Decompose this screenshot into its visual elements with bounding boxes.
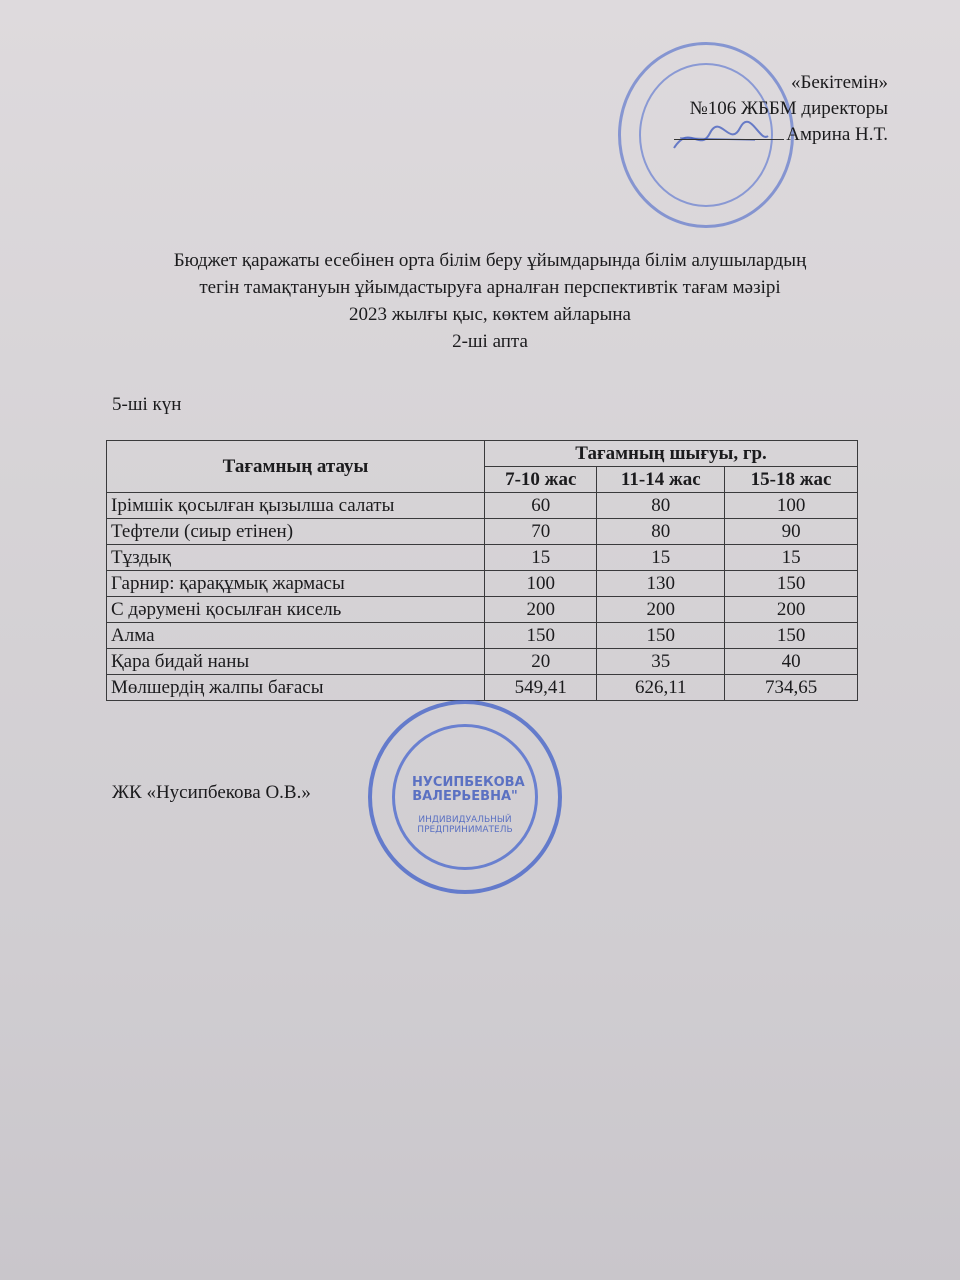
- dish-yield: 150: [597, 623, 725, 649]
- header-age-group: 11-14 жас: [597, 467, 725, 493]
- signature-line: [674, 123, 784, 140]
- stamp-name: [412, 775, 525, 805]
- stamp-name-line-2: ВАЛЕРЬЕВНА": [412, 789, 518, 805]
- title-line-1: Бюджет қаражаты есебінен орта білім беру ұйымдарында білім алушылардың: [173, 250, 807, 271]
- supplier-name: ЖК «Нусипбекова О.В.»: [112, 782, 311, 803]
- title-line-3: 2023 жылғы қыс, көктем айларына: [349, 304, 631, 325]
- total-cost-label: Мөлшердің жалпы бағасы: [107, 675, 485, 701]
- table-total-row: [107, 675, 858, 701]
- dish-yield: 100: [485, 571, 597, 597]
- approval-signatory: [588, 122, 888, 148]
- dish-yield: 35: [597, 649, 725, 675]
- dish-yield: 150: [725, 623, 858, 649]
- dish-yield: 150: [485, 623, 597, 649]
- document-title: [60, 247, 920, 355]
- title-line-2: тегін тамақтануын ұйымдастыруға арналған перспективтік тағам мәзірі: [199, 277, 781, 298]
- dish-name: Тұздық: [107, 545, 485, 571]
- dish-yield: 80: [597, 519, 725, 545]
- header-yield: Тағамның шығуы, гр.: [485, 441, 858, 467]
- dish-yield: 150: [725, 571, 858, 597]
- total-cost-value: 549,41: [485, 675, 597, 701]
- table-row: [107, 597, 858, 623]
- supplier-stamp: [368, 700, 562, 894]
- dish-name: Тефтели (сиыр етінен): [107, 519, 485, 545]
- table-row: [107, 571, 858, 597]
- menu-table: [106, 440, 858, 701]
- dish-yield: 100: [725, 493, 858, 519]
- dish-yield: 15: [725, 545, 858, 571]
- dish-yield: 200: [597, 597, 725, 623]
- dish-yield: 60: [485, 493, 597, 519]
- dish-name: Гарнир: қарақұмық жармасы: [107, 571, 485, 597]
- table-row: [107, 623, 858, 649]
- table-row: [107, 493, 858, 519]
- header-age-group: 7-10 жас: [485, 467, 597, 493]
- dish-yield: 70: [485, 519, 597, 545]
- dish-yield: 15: [485, 545, 597, 571]
- table-header-row: [107, 441, 858, 467]
- dish-yield: 90: [725, 519, 858, 545]
- dish-yield: 130: [597, 571, 725, 597]
- dish-yield: 200: [485, 597, 597, 623]
- total-cost-value: 734,65: [725, 675, 858, 701]
- table-row: [107, 649, 858, 675]
- approval-block: [588, 70, 888, 148]
- table-row: [107, 519, 858, 545]
- stamp-type-line-1: ИНДИВИДУАЛЬНЫЙ: [418, 815, 512, 825]
- dish-yield: 80: [597, 493, 725, 519]
- dish-name: С дәрумені қосылған кисель: [107, 597, 485, 623]
- stamp-type-line-2: ПРЕДПРИНИМАТЕЛЬ: [417, 824, 513, 835]
- stamp-type: [412, 816, 518, 836]
- dish-yield: 40: [725, 649, 858, 675]
- title-line-4: 2-ші апта: [452, 331, 528, 352]
- dish-name: Ірімшік қосылған қызылша салаты: [107, 493, 485, 519]
- day-label: 5-ші күн: [112, 394, 182, 415]
- header-age-group: 15-18 жас: [725, 467, 858, 493]
- stamp-name-line-1: НУСИПБЕКОВА: [412, 775, 525, 790]
- dish-name: Алма: [107, 623, 485, 649]
- approval-director-name: Амрина Н.Т.: [786, 124, 888, 145]
- dish-yield: 15: [597, 545, 725, 571]
- total-cost-value: 626,11: [597, 675, 725, 701]
- table-row: [107, 545, 858, 571]
- approval-position: №106 ЖББМ директоры: [689, 98, 888, 119]
- dish-name: Қара бидай наны: [107, 649, 485, 675]
- header-dish-name: Тағамның атауы: [107, 441, 485, 493]
- approval-heading: «Бекітемін»: [790, 72, 888, 93]
- dish-yield: 20: [485, 649, 597, 675]
- dish-yield: 200: [725, 597, 858, 623]
